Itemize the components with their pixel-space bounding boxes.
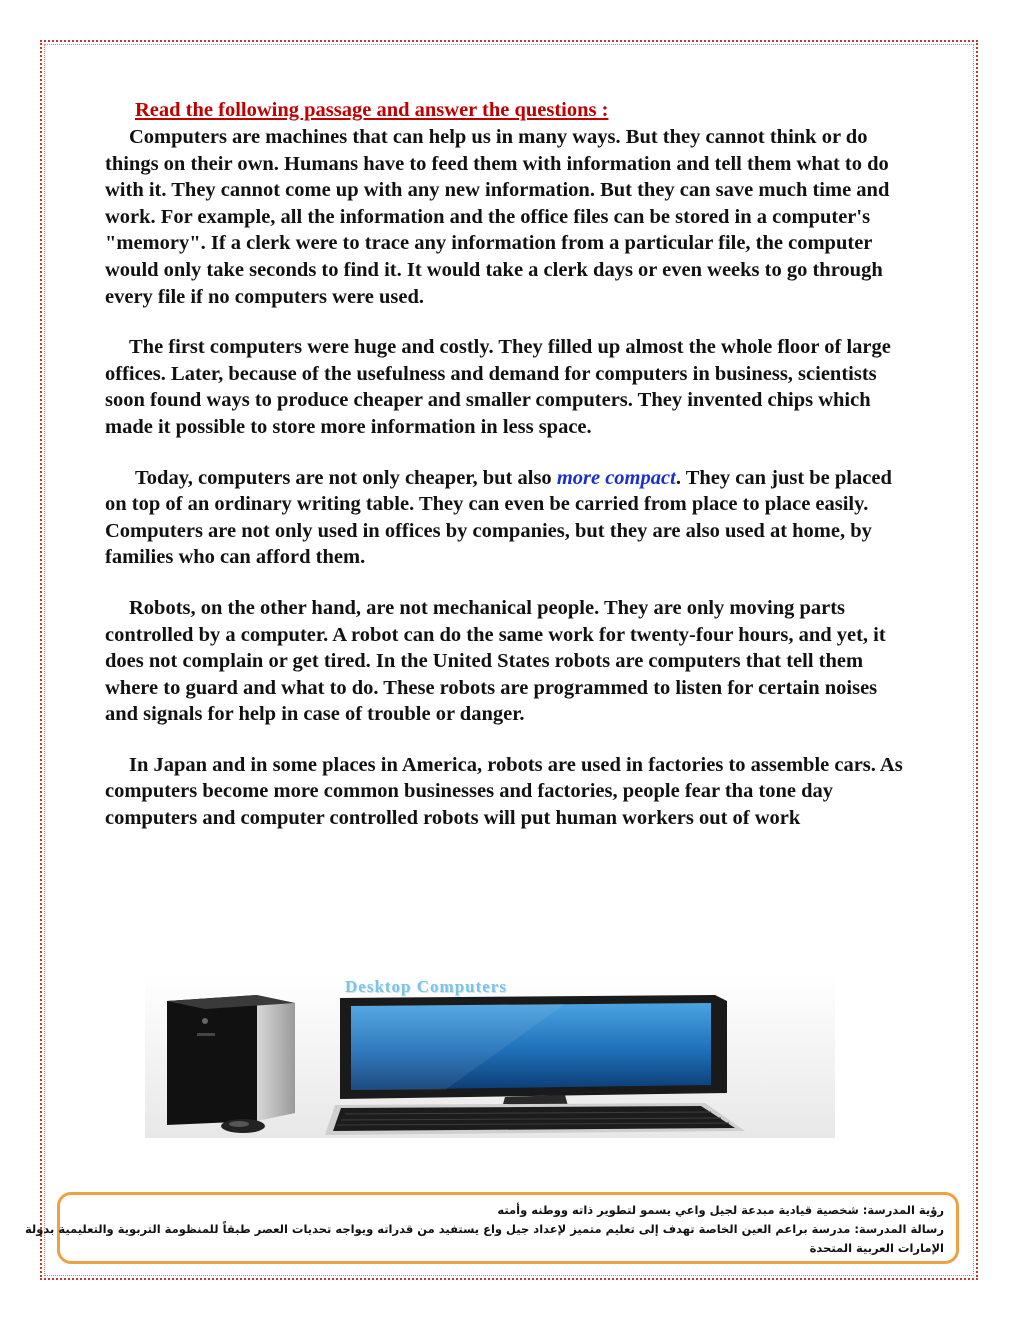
school-mission-continued: الإمارات العربية المتحدة (809, 1241, 944, 1255)
desktop-computer-illustration (145, 973, 835, 1138)
paragraph-3 (105, 465, 905, 571)
school-vision: رؤية المدرسة: شخصية قيادية مبدعة لجيل واعي يسمو لتطوير ذاته ووطنه وأمته (497, 1203, 944, 1217)
desktop-computer-icon (145, 973, 835, 1138)
paragraph-5: In Japan and in some places in America, robots are used in factories to assemble cars. As computers become more common businesses and factories, people fear tha tone day computers and computer controlled robots will put human workers out of work (105, 753, 903, 830)
paragraph-3-end: . They can just be placed on top of an ordinary writing table. They can even be carried from place to place easily. Computers are not only used in offices by companies, but they are also used at home, by families who can afford them. (105, 466, 892, 569)
school-mission: رسالة المدرسة: مدرسة براعم العين الخاصة تهدف إلى تعليم متميز لإعداد جيل واع يستفيد من قدراته ويواجه تحديات العصر طبقاً للمنظومة التربوية والتعليمية بدولة (24, 1222, 944, 1236)
school-footer (24, 1192, 959, 1264)
instruction-title: Read the following passage and answer the questions : (135, 99, 609, 121)
passage (105, 97, 905, 832)
paragraph-1: Computers are machines that can help us in many ways. But they cannot think or do things on their own. Humans have to feed them with information and tell them what to do with it. They cannot come up with any new information. But they can save much time and work. For example, all the information and the office files can be stored in a computer's "memory". If a clerk were to trace any information from a particular file, the computer would only take seconds to find it. It would take a clerk days or even weeks to go through every file if no computers were used. (105, 126, 890, 308)
figure-caption: Desktop Computers (345, 977, 507, 996)
paragraph-2: The first computers were huge and costly. They filled up almost the whole floor of large offices. Later, because of the usefulness and demand for computers in business, scientists soon found ways to produce cheaper and smaller computers. They invented chips which made it possible to store more information in less space. (105, 336, 891, 438)
highlighted-phrase: more compact (556, 466, 676, 489)
paragraph-4: Robots, on the other hand, are not mechanical people. They are only moving parts controlled by a computer. A robot can do the same work for twenty-four hours, and yet, it does not complain or get tired. In the United States robots are computers that tell them where to guard and what to do. These robots are programmed to listen for certain noises and signals for help in case of trouble or danger. (105, 596, 886, 726)
paragraph-3-start: Today, computers are not only cheaper, but also (135, 466, 557, 489)
